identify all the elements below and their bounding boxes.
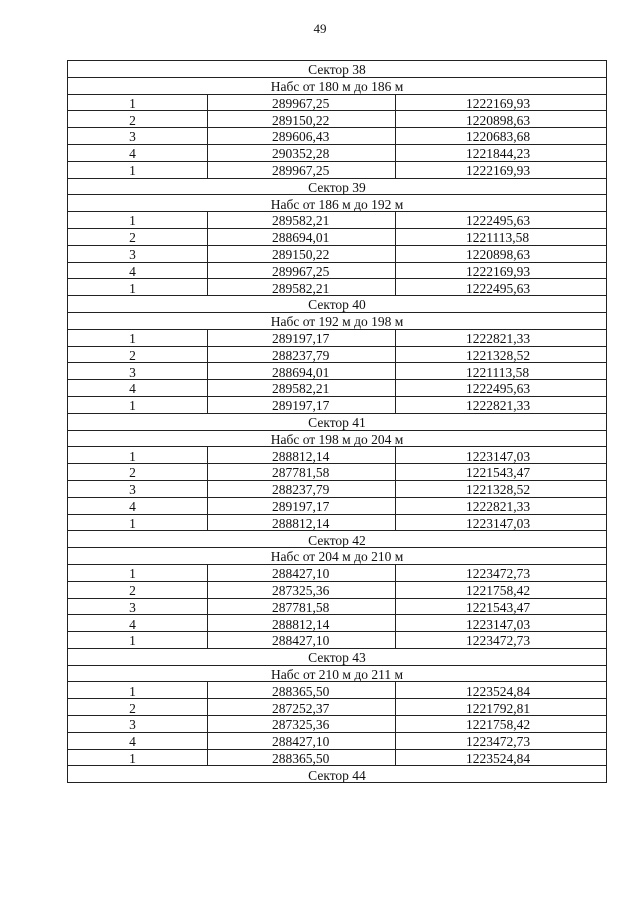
y-coordinate-cell: 1223472,73 (396, 632, 607, 649)
x-coordinate-cell: 289582,21 (208, 380, 396, 397)
point-number-cell: 1 (68, 447, 208, 464)
sector-title: Сектор 44 (68, 766, 607, 783)
page-number: 49 (313, 21, 327, 36)
table-row (68, 699, 607, 716)
point-number-cell: 4 (68, 615, 208, 632)
point-number-cell: 2 (68, 581, 208, 598)
x-coordinate-cell: 288812,14 (208, 514, 396, 531)
point-number-cell: 1 (68, 514, 208, 531)
point-number-cell: 1 (68, 279, 208, 296)
x-coordinate-cell: 289967,25 (208, 94, 396, 111)
y-coordinate-cell: 1222821,33 (396, 396, 607, 413)
table-row (68, 212, 607, 229)
sector-height-range: Набс от 204 м до 210 м (68, 548, 607, 565)
y-coordinate-cell: 1222821,33 (396, 497, 607, 514)
sector-title-row (68, 178, 607, 195)
table-row (68, 732, 607, 749)
x-coordinate-cell: 287781,58 (208, 598, 396, 615)
sector-range-row (68, 195, 607, 212)
point-number-cell: 1 (68, 682, 208, 699)
table-row (68, 447, 607, 464)
table-row (68, 632, 607, 649)
point-number-cell: 2 (68, 464, 208, 481)
sector-height-range: Набс от 186 м до 192 м (68, 195, 607, 212)
table-row (68, 564, 607, 581)
x-coordinate-cell: 288427,10 (208, 564, 396, 581)
table-row (68, 228, 607, 245)
table-row (68, 615, 607, 632)
point-number-cell: 3 (68, 598, 208, 615)
sector-height-range: Набс от 198 м до 204 м (68, 430, 607, 447)
point-number-cell: 3 (68, 245, 208, 262)
x-coordinate-cell: 287252,37 (208, 699, 396, 716)
x-coordinate-cell: 288365,50 (208, 682, 396, 699)
table-row (68, 161, 607, 178)
y-coordinate-cell: 1221792,81 (396, 699, 607, 716)
y-coordinate-cell: 1223147,03 (396, 514, 607, 531)
sector-height-range: Набс от 192 м до 198 м (68, 312, 607, 329)
x-coordinate-cell: 288694,01 (208, 228, 396, 245)
sector-coordinates-table (67, 60, 607, 783)
y-coordinate-cell: 1221328,52 (396, 480, 607, 497)
x-coordinate-cell: 288427,10 (208, 732, 396, 749)
sector-title: Сектор 43 (68, 648, 607, 665)
y-coordinate-cell: 1222495,63 (396, 380, 607, 397)
point-number-cell: 4 (68, 262, 208, 279)
y-coordinate-cell: 1221758,42 (396, 581, 607, 598)
table-row (68, 514, 607, 531)
x-coordinate-cell: 288694,01 (208, 363, 396, 380)
y-coordinate-cell: 1221113,58 (396, 228, 607, 245)
y-coordinate-cell: 1222495,63 (396, 212, 607, 229)
x-coordinate-cell: 289150,22 (208, 245, 396, 262)
table-row (68, 464, 607, 481)
x-coordinate-cell: 288237,79 (208, 346, 396, 363)
x-coordinate-cell: 289967,25 (208, 262, 396, 279)
table-row (68, 716, 607, 733)
y-coordinate-cell: 1221758,42 (396, 716, 607, 733)
x-coordinate-cell: 288237,79 (208, 480, 396, 497)
sector-title: Сектор 39 (68, 178, 607, 195)
point-number-cell: 1 (68, 212, 208, 229)
y-coordinate-cell: 1223472,73 (396, 564, 607, 581)
sector-title: Сектор 41 (68, 413, 607, 430)
point-number-cell: 4 (68, 497, 208, 514)
x-coordinate-cell: 287325,36 (208, 581, 396, 598)
table-row (68, 497, 607, 514)
y-coordinate-cell: 1223147,03 (396, 615, 607, 632)
y-coordinate-cell: 1222821,33 (396, 329, 607, 346)
x-coordinate-cell: 289606,43 (208, 128, 396, 145)
table-row (68, 94, 607, 111)
x-coordinate-cell: 289197,17 (208, 396, 396, 413)
point-number-cell: 3 (68, 716, 208, 733)
point-number-cell: 1 (68, 749, 208, 766)
sector-range-row (68, 312, 607, 329)
x-coordinate-cell: 289197,17 (208, 329, 396, 346)
y-coordinate-cell: 1221543,47 (396, 598, 607, 615)
x-coordinate-cell: 288365,50 (208, 749, 396, 766)
table-row (68, 111, 607, 128)
sector-title-row (68, 61, 607, 78)
y-coordinate-cell: 1223524,84 (396, 682, 607, 699)
x-coordinate-cell: 287325,36 (208, 716, 396, 733)
point-number-cell: 3 (68, 128, 208, 145)
y-coordinate-cell: 1221543,47 (396, 464, 607, 481)
x-coordinate-cell: 289197,17 (208, 497, 396, 514)
x-coordinate-cell: 288427,10 (208, 632, 396, 649)
table-row (68, 144, 607, 161)
table-row (68, 380, 607, 397)
sector-height-range: Набс от 180 м до 186 м (68, 77, 607, 94)
sector-range-row (68, 430, 607, 447)
y-coordinate-cell: 1222169,93 (396, 94, 607, 111)
y-coordinate-cell: 1222495,63 (396, 279, 607, 296)
x-coordinate-cell: 289150,22 (208, 111, 396, 128)
table-row (68, 279, 607, 296)
table-row (68, 749, 607, 766)
point-number-cell: 4 (68, 732, 208, 749)
y-coordinate-cell: 1223524,84 (396, 749, 607, 766)
sector-range-row (68, 665, 607, 682)
point-number-cell: 2 (68, 699, 208, 716)
point-number-cell: 2 (68, 111, 208, 128)
table-row (68, 581, 607, 598)
y-coordinate-cell: 1220898,63 (396, 245, 607, 262)
point-number-cell: 3 (68, 480, 208, 497)
point-number-cell: 1 (68, 396, 208, 413)
sector-title-row (68, 531, 607, 548)
point-number-cell: 3 (68, 363, 208, 380)
point-number-cell: 2 (68, 228, 208, 245)
table-row (68, 598, 607, 615)
table-row (68, 480, 607, 497)
y-coordinate-cell: 1221844,23 (396, 144, 607, 161)
sector-title: Сектор 40 (68, 296, 607, 313)
y-coordinate-cell: 1223147,03 (396, 447, 607, 464)
sector-title: Сектор 42 (68, 531, 607, 548)
x-coordinate-cell: 289967,25 (208, 161, 396, 178)
y-coordinate-cell: 1221328,52 (396, 346, 607, 363)
point-number-cell: 2 (68, 346, 208, 363)
point-number-cell: 1 (68, 632, 208, 649)
y-coordinate-cell: 1222169,93 (396, 262, 607, 279)
table-body (68, 61, 607, 783)
x-coordinate-cell: 288812,14 (208, 615, 396, 632)
x-coordinate-cell: 289582,21 (208, 212, 396, 229)
table-row (68, 396, 607, 413)
table-row (68, 128, 607, 145)
x-coordinate-cell: 288812,14 (208, 447, 396, 464)
table-row (68, 363, 607, 380)
x-coordinate-cell: 287781,58 (208, 464, 396, 481)
point-number-cell: 4 (68, 144, 208, 161)
y-coordinate-cell: 1223472,73 (396, 732, 607, 749)
table-row (68, 346, 607, 363)
sector-title-row (68, 648, 607, 665)
point-number-cell: 1 (68, 94, 208, 111)
sector-title-row (68, 766, 607, 783)
y-coordinate-cell: 1220683,68 (396, 128, 607, 145)
table-row (68, 682, 607, 699)
y-coordinate-cell: 1222169,93 (396, 161, 607, 178)
sector-title: Сектор 38 (68, 61, 607, 78)
sector-height-range: Набс от 210 м до 211 м (68, 665, 607, 682)
y-coordinate-cell: 1220898,63 (396, 111, 607, 128)
y-coordinate-cell: 1221113,58 (396, 363, 607, 380)
sector-range-row (68, 77, 607, 94)
table-row (68, 262, 607, 279)
table-row (68, 245, 607, 262)
table-row (68, 329, 607, 346)
point-number-cell: 4 (68, 380, 208, 397)
point-number-cell: 1 (68, 564, 208, 581)
x-coordinate-cell: 289582,21 (208, 279, 396, 296)
point-number-cell: 1 (68, 161, 208, 178)
x-coordinate-cell: 290352,28 (208, 144, 396, 161)
sector-title-row (68, 413, 607, 430)
point-number-cell: 1 (68, 329, 208, 346)
sector-range-row (68, 548, 607, 565)
sector-title-row (68, 296, 607, 313)
